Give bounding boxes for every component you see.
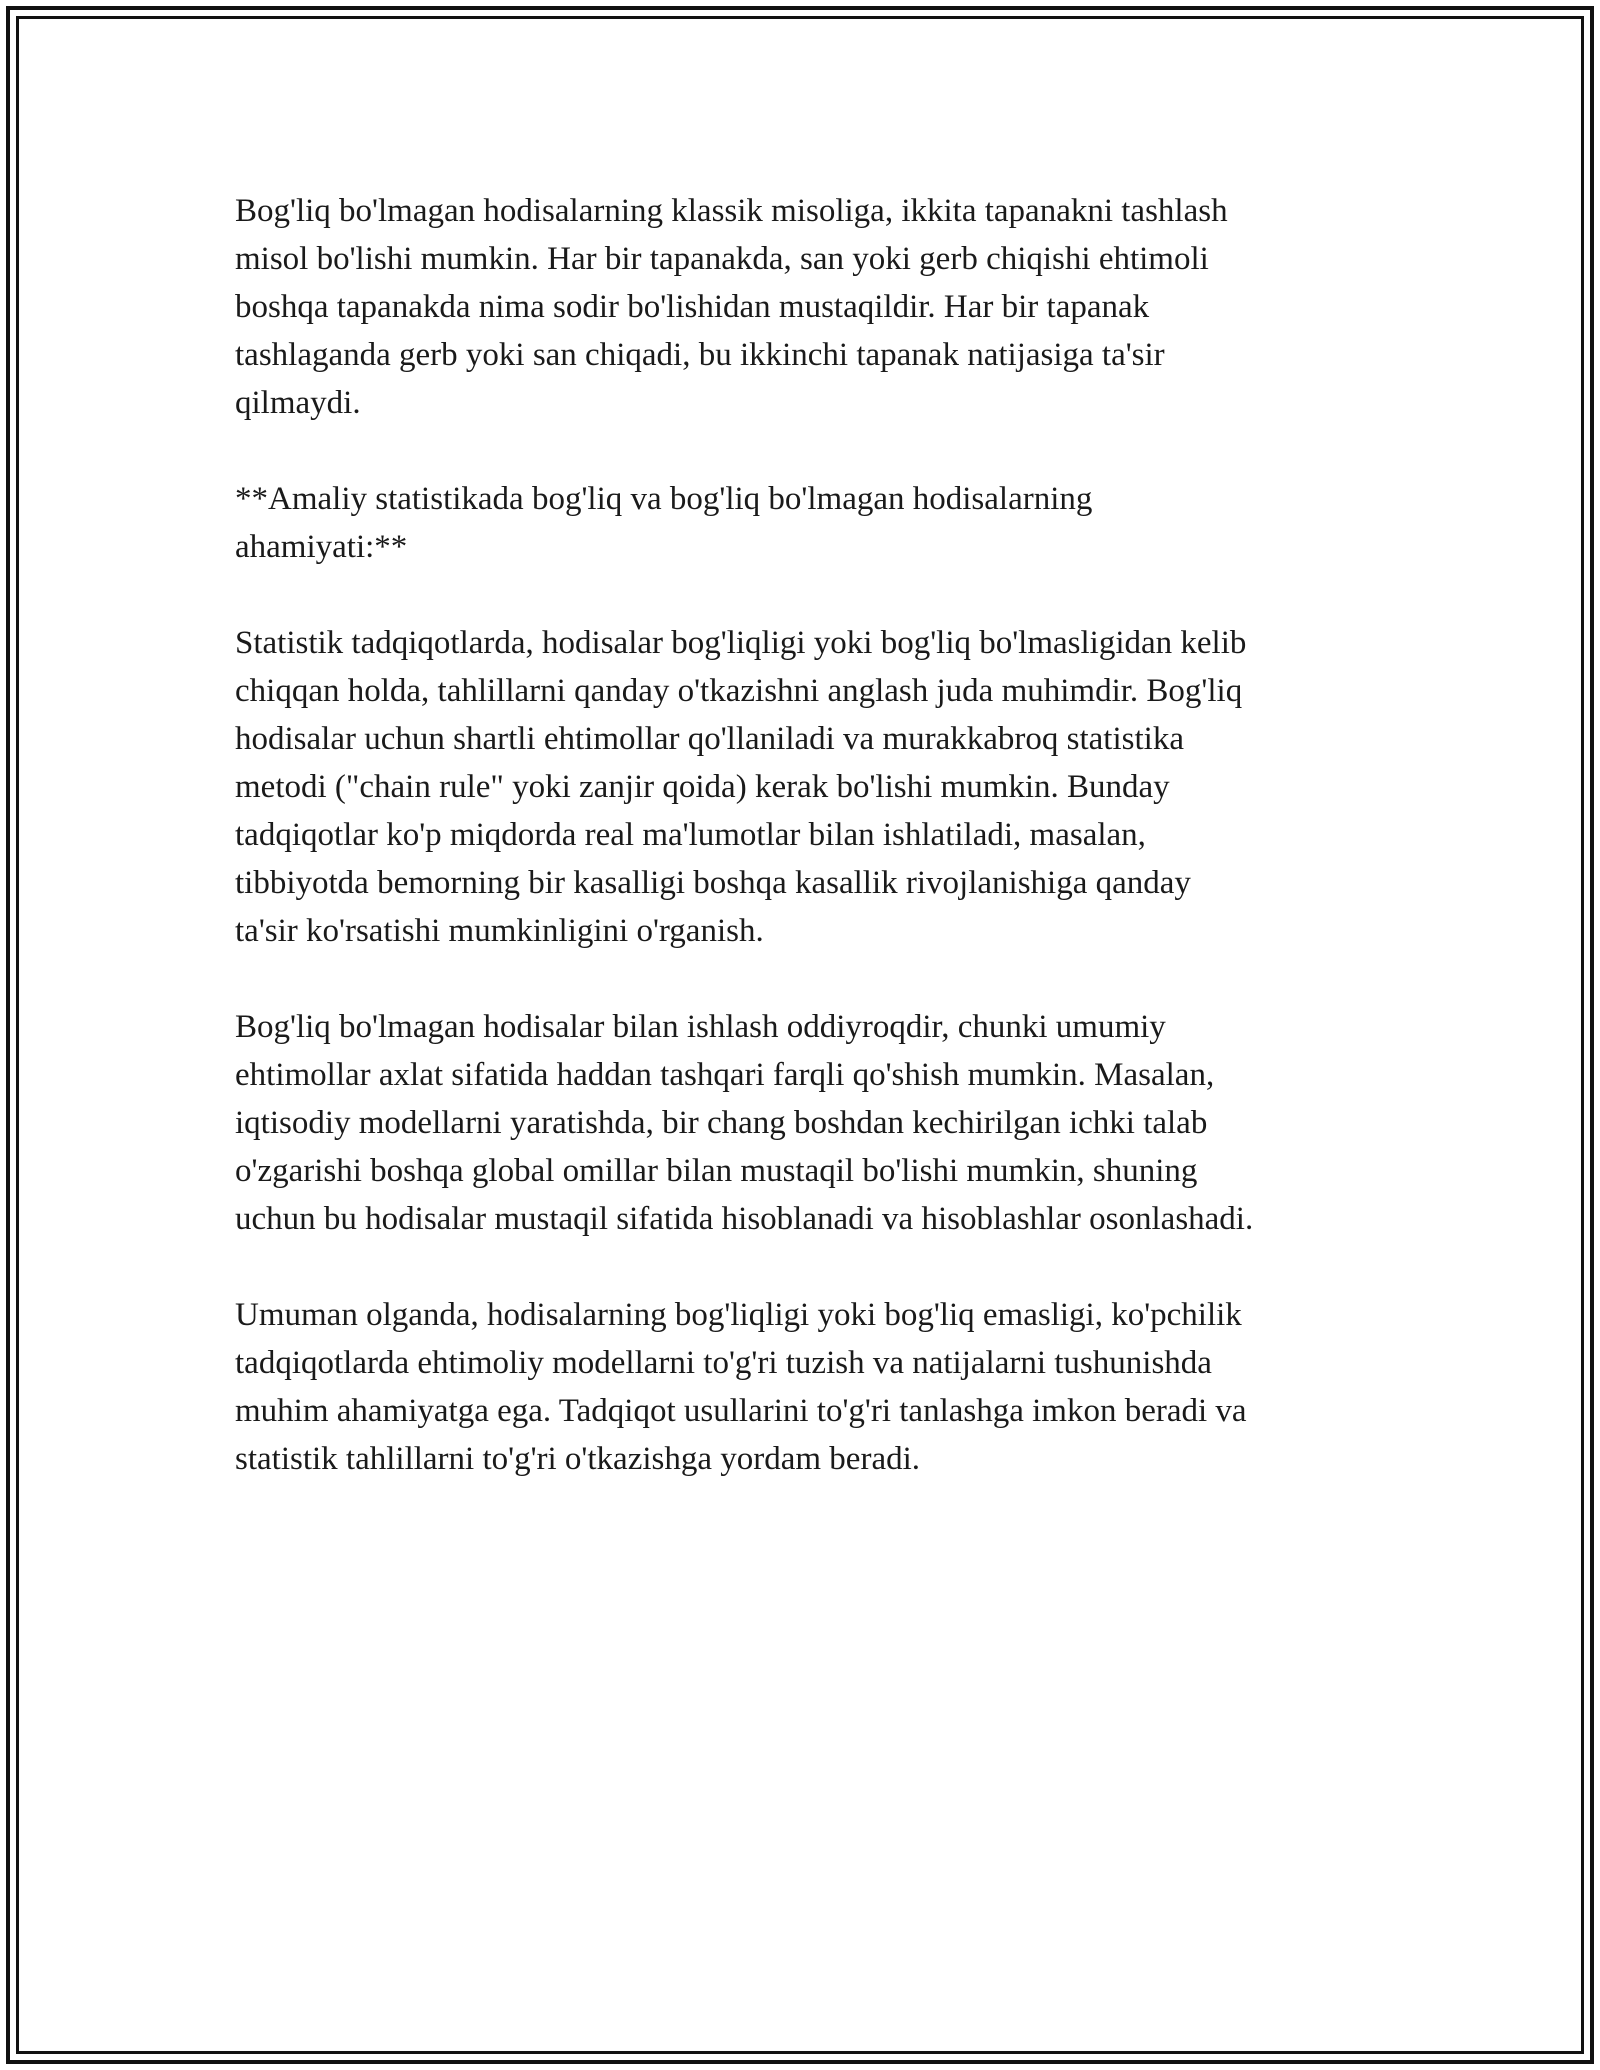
text-line: o'zgarishi boshqa global omillar bilan mustaqil bo'lishi mumkin, shuning bbox=[235, 1153, 1198, 1189]
text-line: uchun bu hodisalar mustaqil sifatida hisoblanadi va hisoblashlar osonlashadi. bbox=[235, 1201, 1254, 1237]
text-line: metodi ("chain rule" yoki zanjir qoida) kerak bo'lishi mumkin. Bunday bbox=[235, 769, 1170, 805]
text-line: statistik tahlillarni to'g'ri o'tkazishga yordam beradi. bbox=[235, 1441, 921, 1477]
text-line: misol bo'lishi mumkin. Har bir tapanakda, san yoki gerb chiqishi ehtimoli bbox=[235, 241, 1209, 277]
document-body bbox=[235, 187, 1375, 1531]
text-line: Bog'liq bo'lmagan hodisalarning klassik misoliga, ikkita tapanakni tashlash bbox=[235, 193, 1228, 229]
text-line: ehtimollar axlat sifatida haddan tashqari farqli qo'shish mumkin. Masalan, bbox=[235, 1057, 1215, 1093]
paragraph-independent-events-example bbox=[235, 187, 1375, 427]
text-line: Statistik tadqiqotlarda, hodisalar bog'liqligi yoki bog'liq bo'lmasligidan kelib bbox=[235, 625, 1247, 661]
section-heading bbox=[235, 475, 1375, 571]
text-line: Bog'liq bo'lmagan hodisalar bilan ishlash oddiyroqdir, chunki umumiy bbox=[235, 1009, 1166, 1045]
text-line: Umuman olganda, hodisalarning bog'liqligi yoki bog'liq emasligi, ko'pchilik bbox=[235, 1297, 1242, 1333]
paragraph-independent-events bbox=[235, 1003, 1375, 1243]
text-line: iqtisodiy modellarni yaratishda, bir chang boshdan kechirilgan ichki talab bbox=[235, 1105, 1208, 1141]
text-line: chiqqan holda, tahlillarni qanday o'tkazishni anglash juda muhimdir. Bog'liq bbox=[235, 673, 1243, 709]
text-line: ta'sir ko'rsatishi mumkinligini o'rganish. bbox=[235, 913, 764, 949]
text-line: tadqiqotlarda ehtimoliy modellarni to'g'ri tuzish va natijalarni tushunishda bbox=[235, 1345, 1212, 1381]
text-line: tashlaganda gerb yoki san chiqadi, bu ikkinchi tapanak natijasiga ta'sir bbox=[235, 337, 1165, 373]
text-line: **Amaliy statistikada bog'liq va bog'liq bo'lmagan hodisalarning bbox=[235, 481, 1093, 517]
text-line: boshqa tapanakda nima sodir bo'lishidan mustaqildir. Har bir tapanak bbox=[235, 289, 1150, 325]
text-line: qilmaydi. bbox=[235, 385, 361, 421]
text-line: hodisalar uchun shartli ehtimollar qo'llaniladi va murakkabroq statistika bbox=[235, 721, 1184, 757]
paragraph-dependent-events bbox=[235, 619, 1375, 955]
text-line: tibbiyotda bemorning bir kasalligi boshqa kasallik rivojlanishiga qanday bbox=[235, 865, 1191, 901]
text-line: tadqiqotlar ko'p miqdorda real ma'lumotlar bilan ishlatiladi, masalan, bbox=[235, 817, 1146, 853]
text-line: ahamiyati:** bbox=[235, 529, 408, 565]
paragraph-conclusion bbox=[235, 1291, 1375, 1483]
text-line: muhim ahamiyatga ega. Tadqiqot usullarini to'g'ri tanlashga imkon beradi va bbox=[235, 1393, 1247, 1429]
